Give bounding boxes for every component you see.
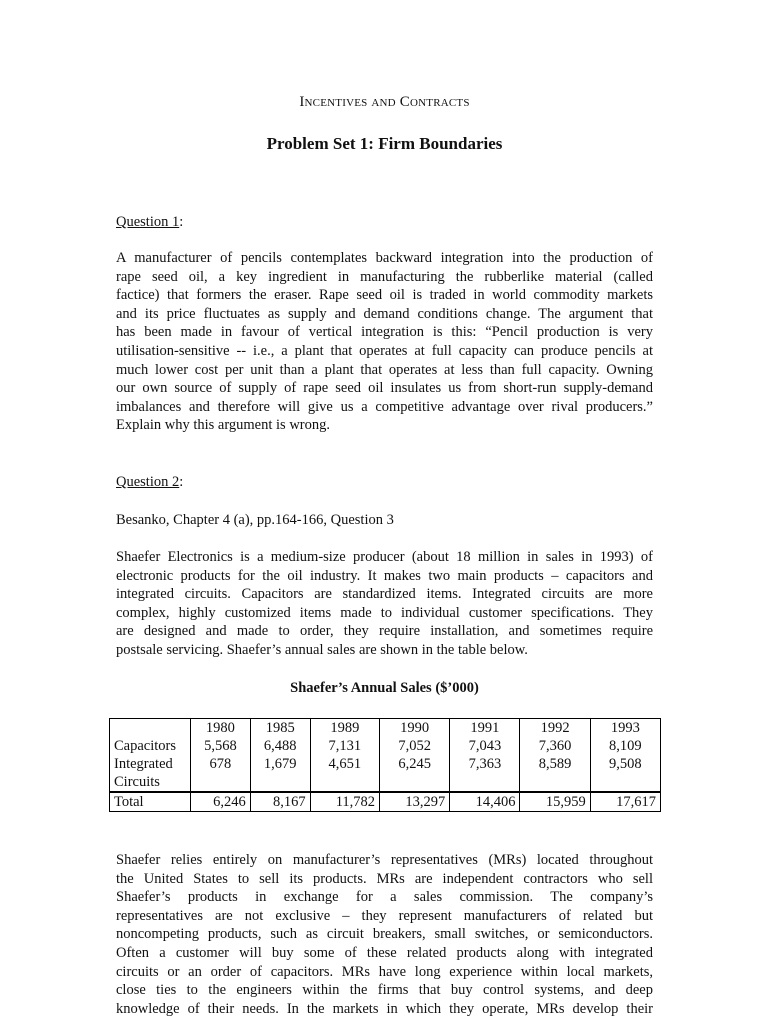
table-row-capacitors <box>110 737 661 755</box>
q2-body-line: representatives are not exclusive – they represent manufacturers of related but <box>116 907 653 924</box>
q2-intro-line: integrated circuits. Capacitors are standardized items. Integrated circuits are more <box>116 586 653 603</box>
table-cell: 1,679 <box>250 755 310 792</box>
row-label <box>110 755 191 792</box>
table-cell: 6,246 <box>191 792 251 812</box>
table-cell: 14,406 <box>450 792 520 812</box>
q1-line: has been made in favour of vertical integration is this: “Pencil production is very <box>116 324 653 341</box>
q1-line: imbalances and therefore will give us a competitive advantage over rival producers.” <box>116 398 653 415</box>
q1-line: A manufacturer of pencils contemplates backward integration into the production of <box>116 250 653 266</box>
q1-line: Explain why this argument is wrong. <box>116 417 330 434</box>
annual-sales-table <box>109 718 661 812</box>
row-label-line: Circuits <box>114 774 160 790</box>
q2-body-line: noncompeting products, such as circuit breakers, small switches, or semiconductors. <box>116 926 653 943</box>
q2-body-line: knowledge of their needs. In the markets in which they operate, MRs develop their <box>116 1000 653 1017</box>
question-2-heading-suffix: : <box>179 474 184 490</box>
table-cell: 8,109 <box>590 737 660 755</box>
table-cell: 7,043 <box>450 737 520 755</box>
table-cell: 13,297 <box>380 792 450 812</box>
q1-line: and its price fluctuates as supply and demand conditions change. The argument that <box>116 305 653 322</box>
q1-line: factice) that formers the eraser. Rape seed oil is traded in world commodity markets <box>116 287 653 304</box>
q2-intro-line: postsale servicing. Shaefer’s annual sales are shown in the table below. <box>116 641 528 658</box>
question-2-heading <box>116 474 183 491</box>
row-label-line: Integrated <box>114 756 173 772</box>
q1-line: our own source of supply of rape seed oil insulates us from short-run supply-demand <box>116 380 653 397</box>
table-cell: 7,363 <box>450 755 520 792</box>
question-1-heading <box>116 214 183 231</box>
table-cell: 9,508 <box>590 755 660 792</box>
q2-intro-line: electronic products for the oil industry. It makes two main products – capacitors and <box>116 567 653 584</box>
course-title: Incentives and Contracts <box>299 94 470 110</box>
question-1-body <box>116 249 653 435</box>
q2-intro-line: are designed and made to order, they require installation, and sometimes require <box>116 623 653 640</box>
table-cell: 6,488 <box>250 737 310 755</box>
row-label: Total <box>110 792 191 812</box>
table-cell: 4,651 <box>310 755 379 792</box>
q1-line: much lower cost per unit than a plant that operates at less than full capacity. Owning <box>116 361 653 378</box>
table-cell: 678 <box>191 755 251 792</box>
table-cell: 17,617 <box>590 792 660 812</box>
table-caption: Shaefer’s Annual Sales ($’000) <box>290 680 479 696</box>
table-cell: 7,052 <box>380 737 450 755</box>
q2-body-line: close ties to the engineers within the firms that buy control systems, and deep <box>116 982 653 999</box>
question-1-heading-suffix: : <box>179 214 184 230</box>
table-cell: 5,568 <box>191 737 251 755</box>
year-header: 1990 <box>380 719 450 738</box>
year-header: 1992 <box>520 719 590 738</box>
question-1-heading-text: Question 1 <box>116 214 180 230</box>
table-corner-cell <box>110 719 191 738</box>
question-2-heading-text: Question 2 <box>116 474 180 490</box>
table-cell: 6,245 <box>380 755 450 792</box>
q2-intro-line: complex, highly customized items made to individual customer specifications. They <box>116 604 653 621</box>
q2-body-line: the United States to sell its products. MRs are independent contractors who sell <box>116 870 653 887</box>
year-header: 1993 <box>590 719 660 738</box>
q2-intro-line: Shaefer Electronics is a medium-size producer (about 18 million in sales in 1993) of <box>116 549 653 565</box>
q2-body-line: circuits or an order of capacitors. MRs have long experience within local markets, <box>116 963 653 980</box>
textbook-reference: Besanko, Chapter 4 (a), pp.164-166, Question 3 <box>116 512 394 528</box>
table-cell: 8,167 <box>250 792 310 812</box>
row-label: Capacitors <box>110 737 191 755</box>
table-row-integrated-circuits <box>110 755 661 792</box>
table-header-row <box>110 719 661 738</box>
year-header: 1985 <box>250 719 310 738</box>
year-header: 1980 <box>191 719 251 738</box>
q2-body-line: Often a customer will buy some of these related products along with integrated <box>116 944 653 961</box>
question-2-intro <box>116 548 653 660</box>
question-2-body <box>116 851 653 1018</box>
problem-set-title: Problem Set 1: Firm Boundaries <box>266 134 503 153</box>
year-header: 1989 <box>310 719 379 738</box>
table-cell: 7,360 <box>520 737 590 755</box>
q2-body-line: Shaefer relies entirely on manufacturer’s representatives (MRs) located throughout <box>116 852 653 868</box>
q1-line: utilisation-sensitive -- i.e., a plant that operates at full capacity can produce pencils at <box>116 342 653 359</box>
table-cell: 11,782 <box>310 792 379 812</box>
table-cell: 7,131 <box>310 737 379 755</box>
table-row-total <box>110 792 661 812</box>
table-cell: 8,589 <box>520 755 590 792</box>
table-cell: 15,959 <box>520 792 590 812</box>
q1-line: rape seed oil, a key ingredient in manufacturing the rubberlike material (called <box>116 268 653 285</box>
year-header: 1991 <box>450 719 520 738</box>
q2-body-line: Shaefer’s products in exchange for a sales commission. The company’s <box>116 889 653 906</box>
